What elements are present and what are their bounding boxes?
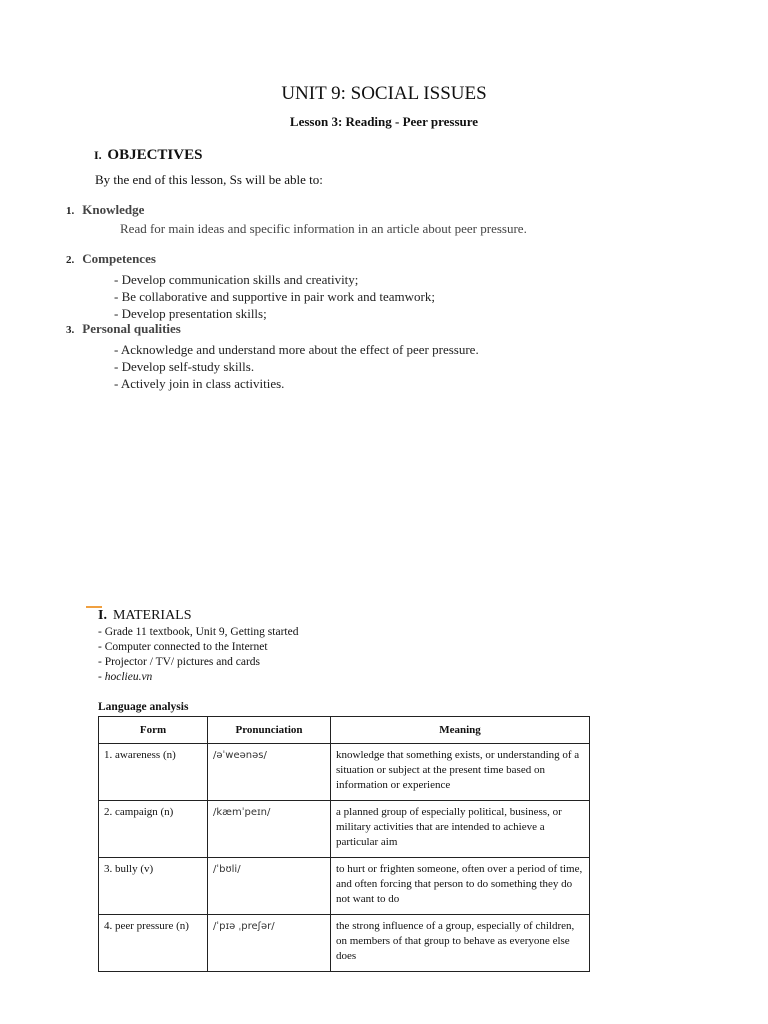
materials-heading (98, 607, 192, 624)
table-header-row (99, 717, 590, 744)
objective-item-label: Knowledge (82, 202, 145, 217)
meaning-cell: to hurt or frighten someone, often over a period of time, and often forcing that person to do something they do not want to do (331, 858, 590, 915)
website-text: hoclieu.vn (104, 671, 153, 683)
objective-item-number: 1. (66, 205, 75, 217)
list-item: - Develop presentation skills; (114, 306, 267, 321)
list-item: - Grade 11 textbook, Unit 9, Getting started (98, 626, 299, 638)
form-cell: 3. bully (v) (99, 858, 208, 915)
column-header-pronunciation: Pronunciation (208, 717, 331, 744)
objective-item-label: Competences (82, 251, 156, 266)
list-item: - Develop self-study skills. (114, 359, 255, 374)
unit-title: UNIT 9: SOCIAL ISSUES (281, 83, 487, 104)
objective-item-personal-qualities (66, 320, 181, 338)
table-row (99, 858, 590, 915)
list-item: - Projector / TV/ pictures and cards (98, 656, 261, 668)
form-cell: 2. campaign (n) (99, 801, 208, 858)
lesson-subtitle: Lesson 3: Reading - Peer pressure (289, 114, 479, 129)
vocabulary-table (98, 716, 590, 972)
column-header-form: Form (99, 717, 208, 744)
form-cell: 4. peer pressure (n) (99, 915, 208, 972)
table-row (99, 915, 590, 972)
form-cell: 1. awareness (n) (99, 744, 208, 801)
objective-item-knowledge (66, 201, 144, 219)
list-prefix: - (98, 671, 105, 683)
objective-item-competences (66, 250, 156, 268)
pronunciation-cell: /ˈbʊli/ (208, 858, 331, 915)
meaning-cell: a planned group of especially political, business, or military activities that are intended to achieve a particular aim (331, 801, 590, 858)
objectives-heading (94, 147, 202, 164)
list-item: - Acknowledge and understand more about the effect of peer pressure. (114, 342, 479, 357)
objective-item-label: Personal qualities (82, 321, 181, 336)
meaning-cell: the strong influence of a group, especially of children, on members of that group to behave as everyone else does (331, 915, 590, 972)
materials-number: I. (98, 608, 107, 623)
objectives-intro: By the end of this lesson, Ss will be able to: (95, 172, 323, 187)
competences-list (114, 271, 435, 322)
objectives-heading-text: OBJECTIVES (107, 147, 203, 163)
list-item (98, 670, 298, 685)
personal-qualities-list (114, 341, 479, 392)
materials-heading-text: MATERIALS (112, 608, 192, 623)
language-analysis-heading: Language analysis (98, 701, 189, 713)
pronunciation-cell: /əˈweənəs/ (208, 744, 331, 801)
column-header-meaning: Meaning (331, 717, 590, 744)
meaning-cell: knowledge that something exists, or understanding of a situation or subject at the present time based on information or experience (331, 744, 590, 801)
objective-item-number: 2. (66, 254, 75, 266)
list-item: - Actively join in class activities. (114, 376, 285, 391)
list-item: - Be collaborative and supportive in pair work and teamwork; (114, 289, 435, 304)
objective-item-number: 3. (66, 324, 75, 336)
table-row (99, 801, 590, 858)
pronunciation-cell: /ˈpɪə ˌpreʃər/ (208, 915, 331, 972)
materials-list (98, 625, 298, 685)
objectives-number: I. (94, 148, 102, 162)
list-item: - Computer connected to the Internet (98, 641, 268, 653)
table-row (99, 744, 590, 801)
list-item: - Develop communication skills and creativity; (114, 272, 359, 287)
pronunciation-cell: /kæmˈpeɪn/ (208, 801, 331, 858)
knowledge-line: Read for main ideas and specific information in an article about peer pressure. (120, 221, 527, 236)
